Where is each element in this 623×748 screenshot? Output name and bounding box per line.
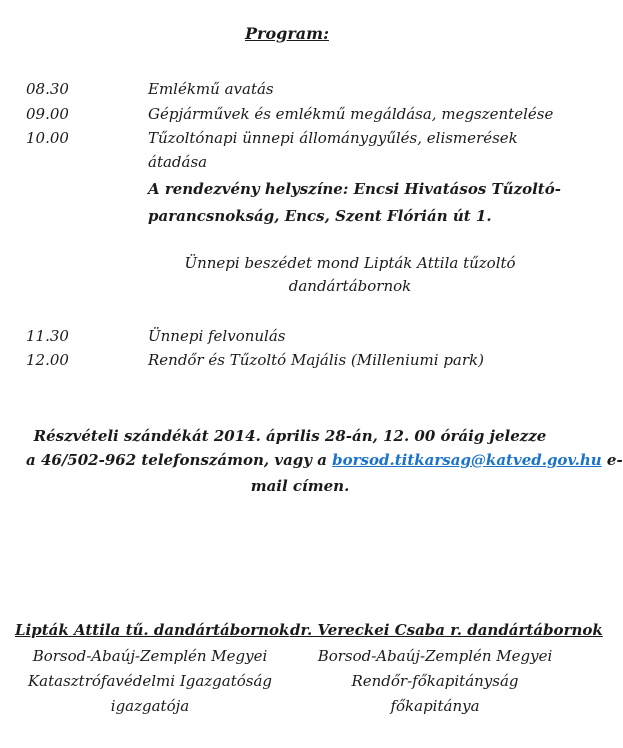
- speech-line-1: Ünnepi beszédet mond Lipták Attila tűzoltó: [184, 254, 516, 272]
- schedule-time-0830: 08.30: [26, 80, 69, 98]
- rsvp-line-2-text: a 46/502-962 telefonszámon, vagy a: [26, 451, 333, 469]
- page-title: Program:: [245, 24, 329, 43]
- signature-right-name-text: dr. Vereckei Csaba r. dandártábornok: [290, 621, 603, 639]
- signature-right-line-2: Rendőr-főkapitányság: [351, 672, 519, 690]
- signature-left-line-3: igazgatója: [110, 697, 190, 715]
- venue-line-2: parancsnokság, Encs, Szent Flórián út 1.: [148, 207, 492, 225]
- schedule-desc-0900: Gépjárművek és emlékmű megáldása, megszentelése: [148, 105, 554, 123]
- signature-left-line-1: Borsod-Abaúj-Zemplén Megyei: [32, 647, 268, 665]
- schedule-desc-0830: Emlékmű avatás: [148, 80, 274, 98]
- rsvp-line-2: [26, 451, 623, 469]
- speech-line-2: dandártábornok: [288, 277, 412, 295]
- signature-right-line-3: főkapitánya: [390, 697, 480, 715]
- rsvp-line-1: Részvételi szándékát 2014. április 28-án, 12. 00 óráig jelezze: [33, 427, 547, 445]
- signature-left-name: [15, 621, 290, 639]
- rsvp-line-3: mail címen.: [250, 477, 350, 495]
- schedule-desc-1000-line1: Tűzoltónapi ünnepi állománygyűlés, elismerések: [148, 129, 518, 147]
- rsvp-line-2-suffix: e-: [601, 451, 623, 469]
- signature-left-name-text: Lipták Attila tű. dandártábornok: [15, 621, 290, 639]
- schedule-time-1200: 12.00: [26, 351, 69, 369]
- schedule-time-0900: 09.00: [26, 105, 69, 123]
- email-link[interactable]: borsod.titkarsag@katved.gov.hu: [332, 451, 602, 469]
- schedule-time-1130: 11.30: [26, 327, 69, 345]
- signature-right-name: [290, 621, 603, 639]
- venue-line-1: A rendezvény helyszíne: Encsi Hivatásos Tűzoltó-: [148, 180, 561, 198]
- schedule-desc-1200: Rendőr és Tűzoltó Majális (Milleniumi park): [148, 351, 484, 369]
- schedule-desc-1000-line2: átadása: [148, 153, 208, 171]
- signature-left-line-2: Katasztrófavédelmi Igazgatóság: [27, 672, 273, 690]
- schedule-desc-1130: Ünnepi felvonulás: [148, 327, 286, 345]
- schedule-time-1000: 10.00: [26, 129, 69, 147]
- signature-right-line-1: Borsod-Abaúj-Zemplén Megyei: [317, 647, 553, 665]
